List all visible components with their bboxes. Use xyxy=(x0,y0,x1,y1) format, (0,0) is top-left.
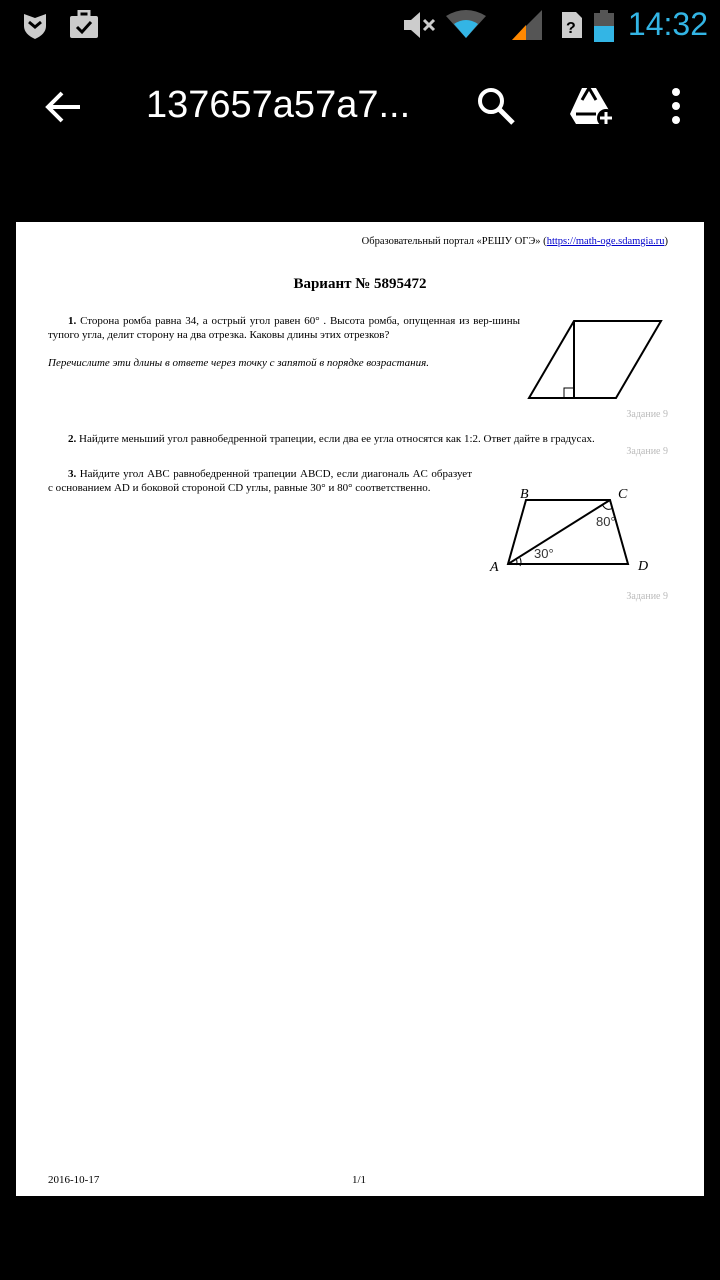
signal-icon xyxy=(508,10,544,42)
status-bar xyxy=(0,0,720,50)
footer-page: 1/1 xyxy=(352,1174,367,1186)
briefcase-check-icon xyxy=(68,10,100,40)
sim-unknown-icon xyxy=(560,10,584,40)
vertex-d: D xyxy=(638,559,649,574)
footer-date: 2016-10-17 xyxy=(48,1174,100,1186)
task-label: Задание 9 xyxy=(626,446,668,457)
back-arrow-icon[interactable] xyxy=(44,90,82,124)
task-text: Найдите меньший угол равнобедренной трапеции, если два ее угла относятся как 1:2. Ответ дайте в градусах. xyxy=(79,433,595,445)
document-title: 137657a57a7... xyxy=(146,84,411,126)
search-icon[interactable] xyxy=(476,86,516,126)
mute-icon xyxy=(402,10,436,40)
header-text: Образовательный портал «РЕШУ ОГЭ» ( xyxy=(361,236,547,247)
rhombus-figure xyxy=(526,318,666,400)
pdf-page xyxy=(16,222,704,1196)
clock: 14:32 xyxy=(627,6,708,42)
more-vert-icon[interactable] xyxy=(670,86,682,126)
battery-icon xyxy=(594,10,614,42)
header-end: ) xyxy=(664,236,668,247)
task-text: Найдите угол ABC равнобедренной трапеции ABCD, если диагональ AC образует с основанием AD и боковой стороной CD углы, равные 30° и 80° соответственно. xyxy=(48,468,472,494)
portal-link[interactable]: https://math-oge.sdamgia.ru xyxy=(546,236,665,247)
task-1 xyxy=(48,314,520,342)
app-bar xyxy=(0,56,720,156)
vertex-a: A xyxy=(490,560,499,575)
task-3 xyxy=(48,467,472,495)
variant-title: Вариант № 5895472 xyxy=(293,276,427,292)
shield-icon xyxy=(22,12,48,40)
angle-80: 80° xyxy=(596,514,616,529)
task-number: 3. xyxy=(68,468,77,480)
page-header xyxy=(362,236,668,247)
task-number: 1. xyxy=(68,315,77,327)
trapezoid-figure xyxy=(486,482,676,577)
svg-text:?: ? xyxy=(566,20,576,37)
angle-30: 30° xyxy=(534,546,554,561)
task-number: 2. xyxy=(68,433,77,445)
wifi-icon xyxy=(446,10,486,40)
task-1-note: Перечислите эти длины в ответе через точку с запятой в порядке возрастания. xyxy=(48,357,429,369)
task-text: Сторона ромба равна 34, а острый угол равен 60° . Высота ромба, опущенная из вер-шины тупого угла, делит сторону на два отрезка. Каковы длины этих отрезков? xyxy=(48,315,521,341)
task-label: Задание 9 xyxy=(626,591,668,602)
vertex-c: C xyxy=(618,487,628,502)
task-label: Задание 9 xyxy=(626,409,668,420)
drive-add-icon[interactable] xyxy=(568,86,616,128)
task-2 xyxy=(68,432,595,446)
vertex-b: B xyxy=(520,487,529,502)
